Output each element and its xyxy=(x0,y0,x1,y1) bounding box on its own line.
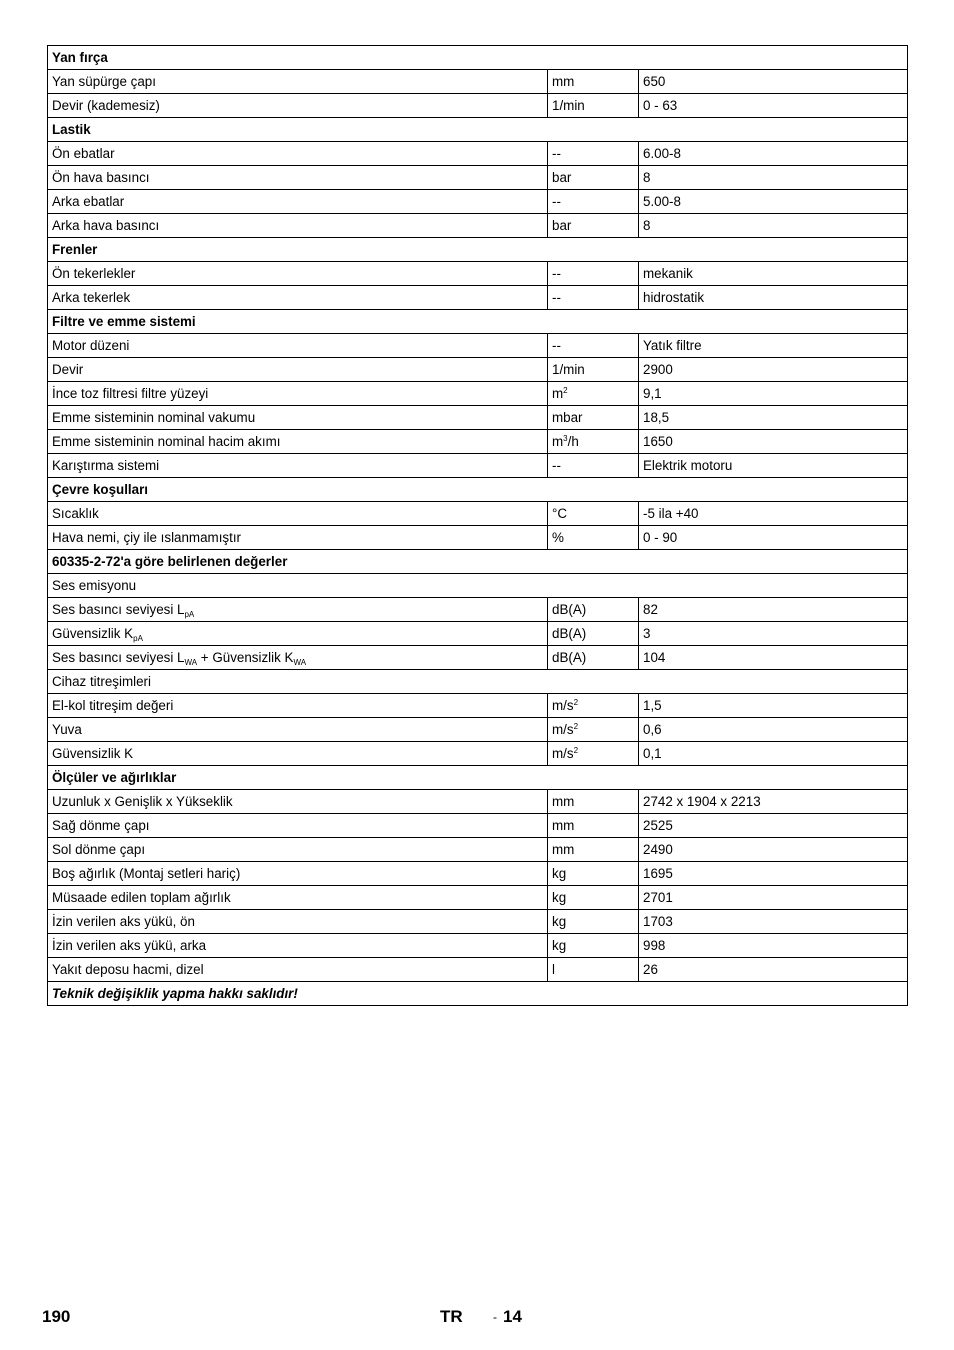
unit-text: m/s xyxy=(552,698,574,713)
unit-cell xyxy=(548,430,639,454)
property-cell xyxy=(48,886,548,910)
table-row xyxy=(48,430,908,454)
value-cell xyxy=(639,862,908,886)
value-text: 0 - 90 xyxy=(643,530,678,545)
unit-cell xyxy=(548,166,639,190)
table-row xyxy=(48,862,908,886)
table-row xyxy=(48,214,908,238)
unit-text: dB(A) xyxy=(552,602,587,617)
value-cell xyxy=(639,94,908,118)
unit-text: kg xyxy=(552,914,567,929)
property-subscript: pA xyxy=(133,634,143,643)
value-text: 3 xyxy=(643,626,651,641)
unit-cell xyxy=(548,718,639,742)
value-cell xyxy=(639,694,908,718)
language-code: TR xyxy=(440,1307,463,1326)
unit-text: dB(A) xyxy=(552,626,587,641)
row-heading-text: Frenler xyxy=(52,242,98,257)
property-label-continued: + Güvensizlik K xyxy=(197,650,294,665)
unit-text: m/s xyxy=(552,722,574,737)
value-text: 104 xyxy=(643,650,666,665)
unit-cell xyxy=(548,814,639,838)
value-cell xyxy=(639,958,908,982)
page-separator: - xyxy=(493,1310,497,1324)
property-label: Arka tekerlek xyxy=(52,290,131,305)
table-row xyxy=(48,142,908,166)
unit-cell xyxy=(548,622,639,646)
row-heading-text: Yan fırça xyxy=(52,50,108,65)
row-heading-cell xyxy=(48,118,908,142)
property-label: Ön tekerlekler xyxy=(52,266,136,281)
row-heading-cell xyxy=(48,550,908,574)
unit-superscript: 2 xyxy=(573,746,579,755)
section-header-row xyxy=(48,766,908,790)
property-cell xyxy=(48,862,548,886)
value-cell xyxy=(639,406,908,430)
unit-cell xyxy=(548,262,639,286)
property-cell xyxy=(48,646,548,670)
property-subscript: pA xyxy=(184,610,195,619)
property-label: El-kol titreşim değeri xyxy=(52,698,174,713)
value-text: 998 xyxy=(643,938,666,953)
value-text: 2701 xyxy=(643,890,673,905)
value-text: 0 - 63 xyxy=(643,98,678,113)
property-label: Devir xyxy=(52,362,84,377)
value-text: 5.00-8 xyxy=(643,194,681,209)
value-cell xyxy=(639,214,908,238)
value-text: 1695 xyxy=(643,866,673,881)
value-text: 6.00-8 xyxy=(643,146,681,161)
property-label: Ön hava basıncı xyxy=(52,170,150,185)
value-text: 2490 xyxy=(643,842,673,857)
value-cell xyxy=(639,622,908,646)
table-row xyxy=(48,166,908,190)
property-label: Motor düzeni xyxy=(52,338,130,353)
value-text: 82 xyxy=(643,602,658,617)
property-label: İnce toz filtresi filtre yüzeyi xyxy=(52,386,209,401)
unit-text: % xyxy=(552,530,564,545)
property-cell xyxy=(48,286,548,310)
property-subscript: WA xyxy=(293,658,307,667)
value-text: 18,5 xyxy=(643,410,670,425)
unit-cell xyxy=(548,502,639,526)
table-row xyxy=(48,910,908,934)
value-cell xyxy=(639,934,908,958)
unit-text: kg xyxy=(552,938,567,953)
row-heading-cell xyxy=(48,670,908,694)
property-label: Arka ebatlar xyxy=(52,194,125,209)
property-cell xyxy=(48,454,548,478)
table-row xyxy=(48,934,908,958)
unit-cell xyxy=(548,70,639,94)
unit-suffix: /h xyxy=(567,434,579,449)
unit-text: mbar xyxy=(552,410,583,425)
table-row xyxy=(48,646,908,670)
unit-text: m xyxy=(552,386,564,401)
unit-text: 1/min xyxy=(552,98,585,113)
row-heading-text: Teknik değişiklik yapma hakkı saklıdır! xyxy=(52,986,298,1001)
unit-text: mm xyxy=(552,794,575,809)
unit-superscript: 2 xyxy=(573,698,579,707)
property-cell xyxy=(48,502,548,526)
unit-text: m/s xyxy=(552,746,574,761)
unit-cell xyxy=(548,358,639,382)
unit-cell xyxy=(548,286,639,310)
value-cell xyxy=(639,742,908,766)
unit-cell xyxy=(548,790,639,814)
unit-text: dB(A) xyxy=(552,650,587,665)
value-text: hidrostatik xyxy=(643,290,705,305)
unit-cell xyxy=(548,958,639,982)
table-row xyxy=(48,454,908,478)
table-row xyxy=(48,382,908,406)
unit-superscript: 2 xyxy=(563,386,568,395)
unit-text: -- xyxy=(552,290,561,305)
unit-cell xyxy=(548,694,639,718)
property-cell xyxy=(48,358,548,382)
table-row xyxy=(48,838,908,862)
unit-text: l xyxy=(552,962,555,977)
spec-table-body xyxy=(48,46,908,1006)
property-label: Sıcaklık xyxy=(52,506,99,521)
property-cell xyxy=(48,430,548,454)
subheading-row xyxy=(48,670,908,694)
table-row xyxy=(48,502,908,526)
value-cell xyxy=(639,838,908,862)
row-heading-cell xyxy=(48,478,908,502)
value-cell xyxy=(639,334,908,358)
unit-cell xyxy=(548,838,639,862)
row-heading-text: Lastik xyxy=(52,122,91,137)
value-text: 1,5 xyxy=(643,698,662,713)
row-heading-cell xyxy=(48,238,908,262)
unit-cell xyxy=(548,934,639,958)
unit-cell xyxy=(548,526,639,550)
row-heading-cell xyxy=(48,310,908,334)
subheading-row xyxy=(48,574,908,598)
unit-cell xyxy=(548,862,639,886)
value-text: -5 ila +40 xyxy=(643,506,699,521)
property-cell xyxy=(48,334,548,358)
unit-superscript: 2 xyxy=(573,722,579,731)
table-row xyxy=(48,718,908,742)
value-text: 9,1 xyxy=(643,386,662,401)
property-cell xyxy=(48,262,548,286)
table-row xyxy=(48,334,908,358)
table-row xyxy=(48,358,908,382)
property-label: Yan süpürge çapı xyxy=(52,74,156,89)
row-heading-text: Ölçüler ve ağırlıklar xyxy=(52,770,177,785)
property-cell xyxy=(48,814,548,838)
table-row xyxy=(48,526,908,550)
section-header-row xyxy=(48,550,908,574)
section-header-row xyxy=(48,46,908,70)
value-text: 0,1 xyxy=(643,746,662,761)
property-label: Ses basıncı seviyesi L xyxy=(52,602,185,617)
unit-text: 1/min xyxy=(552,362,585,377)
row-heading-cell xyxy=(48,46,908,70)
property-label: Yuva xyxy=(52,722,82,737)
property-label: Arka hava basıncı xyxy=(52,218,160,233)
property-label: İzin verilen aks yükü, ön xyxy=(52,914,195,929)
table-row xyxy=(48,622,908,646)
table-row xyxy=(48,190,908,214)
table-row xyxy=(48,694,908,718)
value-text: 1703 xyxy=(643,914,673,929)
property-cell xyxy=(48,406,548,430)
property-label: Güvensizlik K xyxy=(52,746,134,761)
property-cell xyxy=(48,70,548,94)
value-cell xyxy=(639,790,908,814)
unit-text: bar xyxy=(552,170,572,185)
property-cell xyxy=(48,598,548,622)
value-cell xyxy=(639,718,908,742)
unit-superscript: 3 xyxy=(563,434,568,443)
value-cell xyxy=(639,910,908,934)
section-header-row xyxy=(48,118,908,142)
unit-text: kg xyxy=(552,866,567,881)
section-header-row xyxy=(48,478,908,502)
value-text: 26 xyxy=(643,962,658,977)
row-heading-text: Filtre ve emme sistemi xyxy=(52,314,196,329)
unit-cell xyxy=(548,334,639,358)
value-cell xyxy=(639,646,908,670)
property-cell xyxy=(48,910,548,934)
property-label: Boş ağırlık (Montaj setleri hariç) xyxy=(52,866,241,881)
value-text: mekanik xyxy=(643,266,693,281)
property-label: Ön ebatlar xyxy=(52,146,115,161)
unit-text: mm xyxy=(552,818,575,833)
value-cell xyxy=(639,502,908,526)
unit-cell xyxy=(548,382,639,406)
unit-text: -- xyxy=(552,338,561,353)
value-cell xyxy=(639,142,908,166)
unit-text: -- xyxy=(552,266,561,281)
unit-cell xyxy=(548,910,639,934)
property-cell xyxy=(48,622,548,646)
unit-cell xyxy=(548,886,639,910)
value-cell xyxy=(639,190,908,214)
value-cell xyxy=(639,598,908,622)
property-cell xyxy=(48,958,548,982)
value-text: 1650 xyxy=(643,434,673,449)
table-row xyxy=(48,70,908,94)
value-text: 650 xyxy=(643,74,666,89)
property-label: Müsaade edilen toplam ağırlık xyxy=(52,890,231,905)
property-cell xyxy=(48,94,548,118)
unit-text: °C xyxy=(552,506,568,521)
page-number: 190 xyxy=(42,1307,71,1326)
row-heading-text: Çevre koşulları xyxy=(52,482,149,497)
unit-cell xyxy=(548,406,639,430)
unit-cell xyxy=(548,646,639,670)
table-row xyxy=(48,598,908,622)
table-row xyxy=(48,886,908,910)
property-cell xyxy=(48,382,548,406)
row-heading-text: 60335-2-72'a göre belirlenen değerler xyxy=(52,554,288,569)
table-row xyxy=(48,814,908,838)
table-row xyxy=(48,742,908,766)
unit-text: -- xyxy=(552,194,561,209)
property-label: Emme sisteminin nominal vakumu xyxy=(52,410,256,425)
property-cell xyxy=(48,934,548,958)
row-heading-cell xyxy=(48,982,908,1006)
table-row xyxy=(48,790,908,814)
property-cell xyxy=(48,742,548,766)
section-header-row xyxy=(48,238,908,262)
property-label: Sağ dönme çapı xyxy=(52,818,150,833)
value-cell xyxy=(639,166,908,190)
table-row xyxy=(48,262,908,286)
table-row xyxy=(48,406,908,430)
property-cell xyxy=(48,166,548,190)
property-cell xyxy=(48,142,548,166)
value-cell xyxy=(639,286,908,310)
value-text: 0,6 xyxy=(643,722,662,737)
property-label: İzin verilen aks yükü, arka xyxy=(52,938,207,953)
section-header-row xyxy=(48,310,908,334)
unit-text: mm xyxy=(552,74,575,89)
property-label: Güvensizlik K xyxy=(52,626,134,641)
table-row xyxy=(48,286,908,310)
property-label: Hava nemi, çiy ile ıslanmamıştır xyxy=(52,530,242,545)
property-cell xyxy=(48,214,548,238)
unit-cell xyxy=(548,454,639,478)
value-text: 2900 xyxy=(643,362,673,377)
property-label: Yakıt deposu hacmi, dizel xyxy=(52,962,204,977)
unit-text: -- xyxy=(552,146,561,161)
table-row xyxy=(48,94,908,118)
property-label: Emme sisteminin nominal hacim akımı xyxy=(52,434,281,449)
property-cell xyxy=(48,190,548,214)
property-label: Uzunluk x Genişlik x Yükseklik xyxy=(52,794,233,809)
value-cell xyxy=(639,814,908,838)
unit-cell xyxy=(548,214,639,238)
unit-text: -- xyxy=(552,458,561,473)
unit-text: kg xyxy=(552,890,567,905)
table-row xyxy=(48,958,908,982)
row-heading-text: Ses emisyonu xyxy=(52,578,137,593)
value-text: 8 xyxy=(643,170,651,185)
property-cell xyxy=(48,718,548,742)
property-cell xyxy=(48,790,548,814)
value-cell xyxy=(639,526,908,550)
value-text: 2742 x 1904 x 2213 xyxy=(643,794,761,809)
unit-text: m xyxy=(552,434,564,449)
value-cell xyxy=(639,886,908,910)
sub-page-number: 14 xyxy=(503,1307,522,1326)
property-label: Sol dönme çapı xyxy=(52,842,146,857)
unit-cell xyxy=(548,742,639,766)
unit-cell xyxy=(548,142,639,166)
property-label: Devir (kademesiz) xyxy=(52,98,160,113)
spec-table xyxy=(47,45,908,1006)
footnote-row xyxy=(48,982,908,1006)
unit-text: bar xyxy=(552,218,572,233)
value-cell xyxy=(639,262,908,286)
value-cell xyxy=(639,70,908,94)
property-cell xyxy=(48,694,548,718)
unit-text: mm xyxy=(552,842,575,857)
value-text: Yatık filtre xyxy=(643,338,702,353)
value-cell xyxy=(639,358,908,382)
value-text: 2525 xyxy=(643,818,673,833)
property-label: Karıştırma sistemi xyxy=(52,458,160,473)
value-text: 8 xyxy=(643,218,651,233)
value-cell xyxy=(639,454,908,478)
property-cell xyxy=(48,526,548,550)
row-heading-text: Cihaz titreşimleri xyxy=(52,674,151,689)
unit-cell xyxy=(548,598,639,622)
unit-cell xyxy=(548,94,639,118)
value-cell xyxy=(639,382,908,406)
unit-cell xyxy=(548,190,639,214)
property-subscript: WA xyxy=(184,658,198,667)
row-heading-cell xyxy=(48,766,908,790)
value-cell xyxy=(639,430,908,454)
property-label: Ses basıncı seviyesi L xyxy=(52,650,185,665)
value-text: Elektrik motoru xyxy=(643,458,733,473)
property-cell xyxy=(48,838,548,862)
row-heading-cell xyxy=(48,574,908,598)
